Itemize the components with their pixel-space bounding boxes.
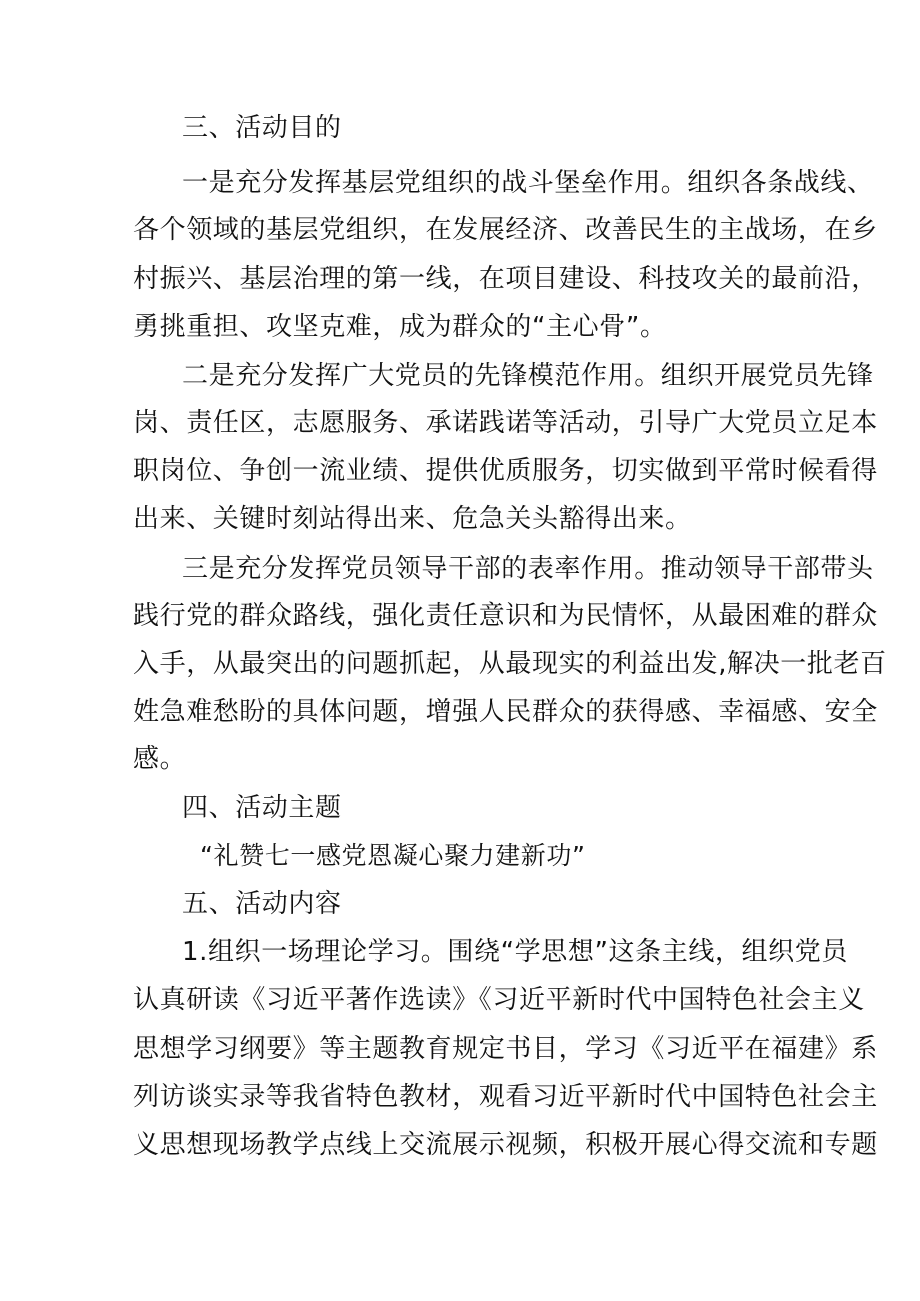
paragraph-line: 一是充分发挥基层党组织的战斗堡垒作用。组织各条战线、 bbox=[182, 168, 874, 198]
paragraph-line: 感。 bbox=[133, 744, 187, 774]
paragraph-line: 三是充分发挥党员领导干部的表率作用。推动领导干部带头 bbox=[182, 554, 874, 584]
paragraph-line: 思想学习纲要》等主题教育规定书目，学习《习近平在福建》系 bbox=[133, 1034, 878, 1064]
section-heading-content: 五、活动内容 bbox=[182, 889, 342, 919]
paragraph-line: 出来、关键时刻站得出来、危急关头豁得出来。 bbox=[133, 504, 692, 534]
paragraph-line: 职岗位、争创一流业绩、提供优质服务，切实做到平常时候看得 bbox=[133, 456, 878, 486]
paragraph-line: 各个领域的基层党组织，在发展经济、改善民生的主战场，在乡 bbox=[133, 215, 878, 245]
paragraph-line: 1.组织一场理论学习。围绕“学思想”这条主线，组织党员 bbox=[182, 937, 848, 967]
paragraph-line: 义思想现场教学点线上交流展示视频，积极开展心得交流和专题 bbox=[133, 1130, 878, 1160]
paragraph-line: 列访谈实录等我省特色教材，观看习近平新时代中国特色社会主 bbox=[133, 1082, 878, 1112]
paragraph-line: 勇挑重担、攻坚克难，成为群众的“主心骨”。 bbox=[133, 312, 667, 342]
paragraph-line: 村振兴、基层治理的第一线，在项目建设、科技攻关的最前沿， bbox=[133, 264, 878, 294]
paragraph-line: 践行党的群众路线，强化责任意识和为民情怀，从最困难的群众 bbox=[133, 601, 878, 631]
paragraph-line: 岗、责任区，志愿服务、承诺践诺等活动，引导广大党员立足本 bbox=[133, 408, 878, 438]
paragraph-line: 姓急难愁盼的具体问题，增强人民群众的获得感、幸福感、安全 bbox=[133, 697, 878, 727]
paragraph-line: 入手，从最突出的问题抓起，从最现实的利益出发,解决一批老百 bbox=[133, 649, 887, 679]
paragraph-line: 二是充分发挥广大党员的先锋模范作用。组织开展党员先锋 bbox=[182, 361, 874, 391]
section-heading-purpose: 三、活动目的 bbox=[182, 113, 342, 143]
section-heading-theme: 四、活动主题 bbox=[182, 793, 342, 823]
activity-theme: “礼赞七一感党恩凝心聚力建新功” bbox=[200, 841, 586, 870]
paragraph-line: 认真研读《习近平著作选读》《习近平新时代中国特色社会主义 bbox=[133, 985, 865, 1015]
